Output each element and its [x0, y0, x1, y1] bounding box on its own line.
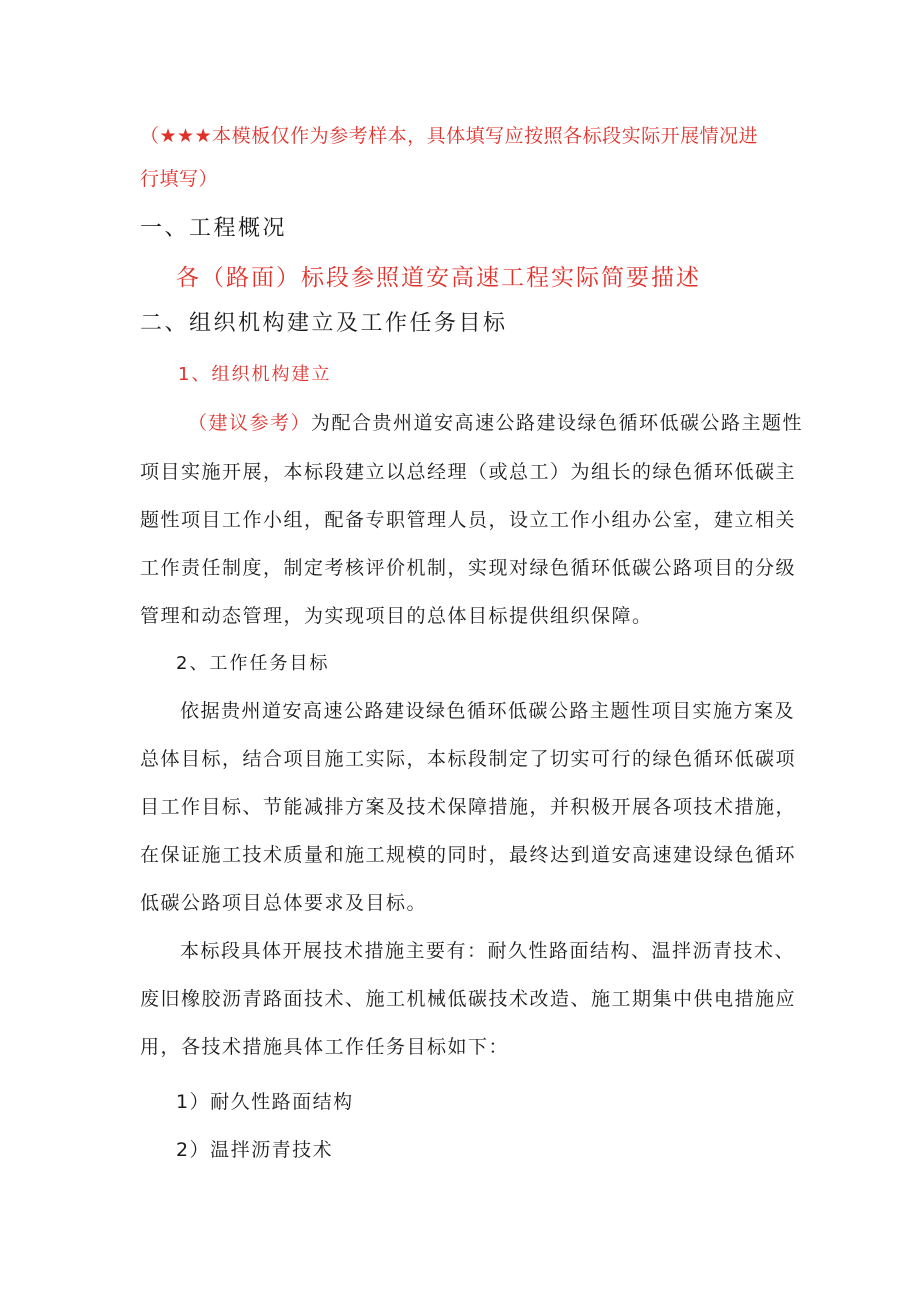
template-notice-line-2: 行填写） [140, 168, 219, 190]
template-notice-line-1: （★★★本模板仅作为参考样本，具体填写应按照各标段实际开展情况进 [140, 125, 759, 147]
org-paragraph-line-1 [188, 408, 803, 435]
measures-paragraph-line-3: 用，各技术措施具体工作任务目标如下： [140, 1036, 510, 1058]
goal-paragraph-line-1: 依据贵州道安高速公路建设绿色循环低碳公路主题性项目实施方案及 [180, 700, 796, 722]
measures-paragraph-line-1: 本标段具体开展技术措施主要有：耐久性路面结构、温拌沥青技术、 [180, 940, 796, 962]
section-1-heading: 一、工程概况 [140, 216, 288, 241]
subsection-1-heading: 1、组织机构建立 [178, 364, 332, 385]
org-paragraph-line-5: 管理和动态管理，为实现项目的总体目标提供组织保障。 [140, 605, 653, 627]
org-paragraph-line-4: 工作责任制度，制定考核评价机制，实现对绿色循环低碳公路项目的分级 [140, 557, 797, 579]
measure-item-1: 1）耐久性路面结构 [176, 1091, 354, 1113]
org-paragraph-line-3: 题性项目工作小组，配备专职管理人员，设立工作小组办公室，建立相关 [140, 509, 797, 531]
goal-paragraph-line-4: 在保证施工技术质量和施工规模的同时，最终达到道安高速建设绿色循环 [140, 844, 797, 866]
suggestion-prefix: （建议参考） [188, 412, 312, 434]
subsection-2-heading: 2、工作任务目标 [176, 653, 330, 674]
measures-paragraph-line-2: 废旧橡胶沥青路面技术、施工机械低碳技术改造、施工期集中供电措施应 [140, 988, 797, 1010]
section-2-heading: 二、组织机构建立及工作任务目标 [140, 311, 508, 336]
section-1-description: 各（路面）标段参照道安高速工程实际简要描述 [176, 265, 701, 291]
org-paragraph-line-1-text: 为配合贵州道安高速公路建设绿色循环低碳公路主题性 [311, 412, 804, 434]
goal-paragraph-line-2: 总体目标，结合项目施工实际，本标段制定了切实可行的绿色循环低碳项 [140, 748, 797, 770]
goal-paragraph-line-5: 低碳公路项目总体要求及目标。 [140, 892, 428, 914]
measure-item-2: 2）温拌沥青技术 [176, 1139, 334, 1161]
org-paragraph-line-2: 项目实施开展，本标段建立以总经理（或总工）为组长的绿色循环低碳主 [140, 461, 797, 483]
goal-paragraph-line-3: 目工作目标、节能减排方案及技术保障措施，并积极开展各项技术措施， [140, 796, 797, 818]
